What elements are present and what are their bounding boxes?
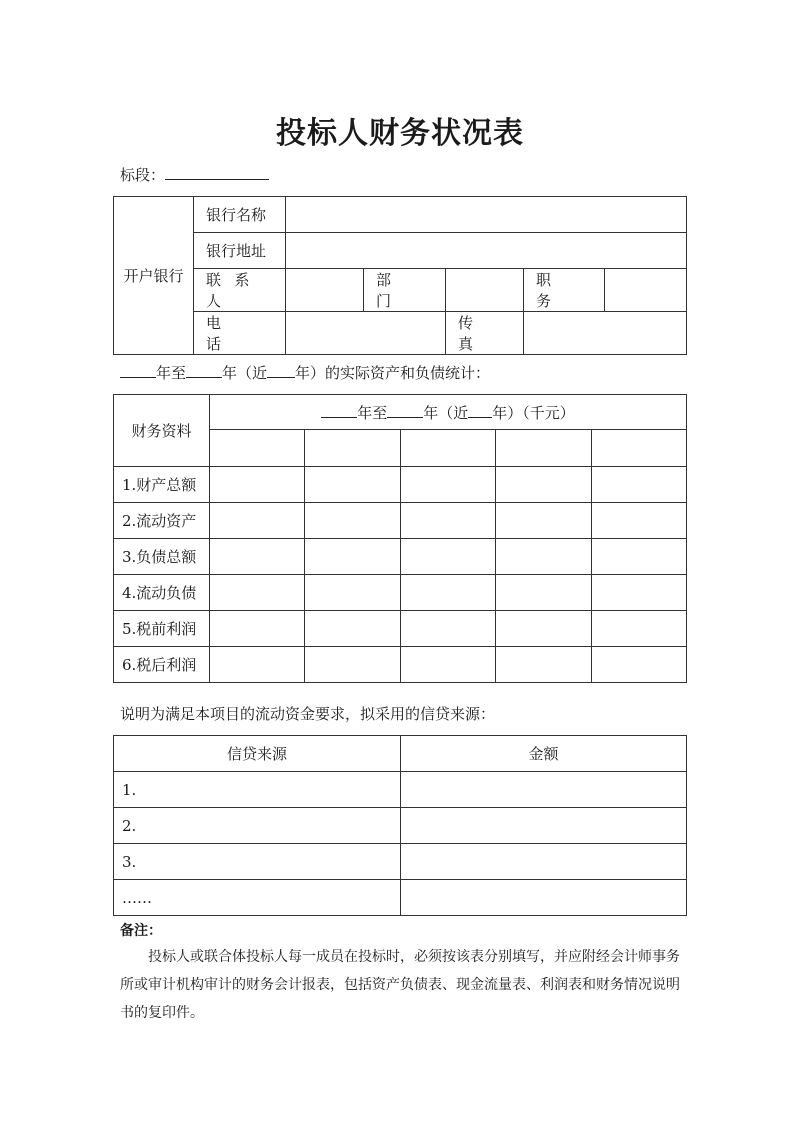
row-label: 3.负债总额 xyxy=(114,539,210,575)
row-label: 2.流动资产 xyxy=(114,503,210,539)
year-col-3[interactable] xyxy=(401,430,496,467)
data-cell[interactable] xyxy=(401,467,496,503)
table-row xyxy=(114,539,687,575)
stats-year-near: 年（近 xyxy=(222,364,268,382)
data-cell[interactable] xyxy=(592,467,687,503)
data-cell[interactable] xyxy=(592,503,687,539)
section-label: 标段： xyxy=(120,166,166,184)
row-label: 1.财产总额 xyxy=(114,467,210,503)
year-col-5[interactable] xyxy=(592,430,687,467)
table-row xyxy=(114,880,687,916)
data-cell[interactable] xyxy=(496,611,592,647)
data-cell[interactable] xyxy=(210,611,305,647)
finance-table xyxy=(113,394,687,683)
year-col-1[interactable] xyxy=(210,430,305,467)
data-cell[interactable] xyxy=(401,611,496,647)
data-cell[interactable] xyxy=(210,647,305,683)
contact-label: 联系人 xyxy=(194,269,286,312)
data-cell[interactable] xyxy=(210,539,305,575)
notes-body: 投标人或联合体投标人每一成员在投标时，必须按该表分别填写，并应附经会计师事务所或审计机构审计的财务会计报表，包括资产负债表、现金流量表、利润表和财务情况说明书的复印件。 xyxy=(120,949,680,1021)
stats-line xyxy=(120,361,490,383)
period-blank-end[interactable] xyxy=(387,401,423,418)
credit-amount-header: 金额 xyxy=(401,736,687,772)
data-cell[interactable] xyxy=(401,647,496,683)
data-cell[interactable] xyxy=(592,539,687,575)
table-row xyxy=(114,772,687,808)
row-label: 5.税前利润 xyxy=(114,611,210,647)
fax-cell[interactable] xyxy=(524,312,687,355)
row-label: 4.流动负债 xyxy=(114,575,210,611)
data-cell[interactable] xyxy=(496,503,592,539)
data-cell[interactable] xyxy=(496,539,592,575)
stats-tail: 年）的实际资产和负债统计： xyxy=(295,364,491,382)
year-col-4[interactable] xyxy=(496,430,592,467)
data-cell[interactable] xyxy=(305,467,401,503)
department-label: 部门 xyxy=(364,269,446,312)
table-row xyxy=(114,647,687,683)
credit-amount-cell[interactable] xyxy=(401,772,687,808)
year-col-2[interactable] xyxy=(305,430,401,467)
credit-source-cell[interactable]: 2. xyxy=(114,808,401,844)
table-row xyxy=(114,808,687,844)
bank-address-label: 银行地址 xyxy=(194,233,286,269)
period-year-to: 年至 xyxy=(357,404,388,422)
section-blank[interactable] xyxy=(165,163,269,180)
phone-cell[interactable] xyxy=(286,312,446,355)
data-cell[interactable] xyxy=(496,467,592,503)
table-row xyxy=(114,503,687,539)
notes-title: 备注： xyxy=(120,923,162,939)
stats-blank-end[interactable] xyxy=(186,361,222,378)
data-cell[interactable] xyxy=(496,575,592,611)
table-row xyxy=(114,611,687,647)
period-blank-near[interactable] xyxy=(468,401,492,418)
data-cell[interactable] xyxy=(305,539,401,575)
page-title: 投标人财务状况表 xyxy=(276,116,524,151)
period-unit: 年）（千元） xyxy=(492,404,575,422)
bank-address-cell[interactable] xyxy=(286,233,687,269)
data-cell[interactable] xyxy=(305,611,401,647)
data-cell[interactable] xyxy=(592,647,687,683)
row-label: 6.税后利润 xyxy=(114,647,210,683)
bank-name-label: 银行名称 xyxy=(194,197,286,233)
bank-name-cell[interactable] xyxy=(286,197,687,233)
data-cell[interactable] xyxy=(592,611,687,647)
position-cell[interactable] xyxy=(605,269,687,312)
credit-source-cell[interactable]: 3. xyxy=(114,844,401,880)
credit-amount-cell[interactable] xyxy=(401,844,687,880)
data-cell[interactable] xyxy=(305,575,401,611)
data-cell[interactable] xyxy=(210,467,305,503)
data-cell[interactable] xyxy=(401,503,496,539)
data-cell[interactable] xyxy=(592,575,687,611)
period-year-near: 年（近 xyxy=(423,404,469,422)
department-cell[interactable] xyxy=(446,269,524,312)
stats-blank-start[interactable] xyxy=(120,361,156,378)
credit-source-cell[interactable]: …… xyxy=(114,880,401,916)
finance-period-header xyxy=(210,395,687,430)
bank-table xyxy=(113,196,687,355)
data-cell[interactable] xyxy=(401,575,496,611)
section-line xyxy=(120,163,269,185)
period-blank-start[interactable] xyxy=(321,401,357,418)
finance-header-label: 财务资料 xyxy=(114,395,210,467)
table-row xyxy=(114,467,687,503)
credit-amount-cell[interactable] xyxy=(401,880,687,916)
credit-source-header: 信贷来源 xyxy=(114,736,401,772)
stats-blank-near[interactable] xyxy=(267,361,295,378)
position-label: 职务 xyxy=(524,269,605,312)
data-cell[interactable] xyxy=(210,575,305,611)
data-cell[interactable] xyxy=(401,539,496,575)
bank-group-label: 开户银行 xyxy=(114,197,194,355)
credit-amount-cell[interactable] xyxy=(401,808,687,844)
credit-source-cell[interactable]: 1. xyxy=(114,772,401,808)
data-cell[interactable] xyxy=(305,503,401,539)
phone-label: 电话 xyxy=(194,312,286,355)
fax-label: 传真 xyxy=(446,312,524,355)
contact-cell[interactable] xyxy=(286,269,364,312)
stats-year-to: 年至 xyxy=(156,364,187,382)
data-cell[interactable] xyxy=(210,503,305,539)
table-row xyxy=(114,575,687,611)
data-cell[interactable] xyxy=(496,647,592,683)
table-row xyxy=(114,844,687,880)
data-cell[interactable] xyxy=(305,647,401,683)
credit-table xyxy=(113,735,687,916)
credit-intro: 说明为满足本项目的流动资金要求，拟采用的信贷来源： xyxy=(120,705,496,723)
